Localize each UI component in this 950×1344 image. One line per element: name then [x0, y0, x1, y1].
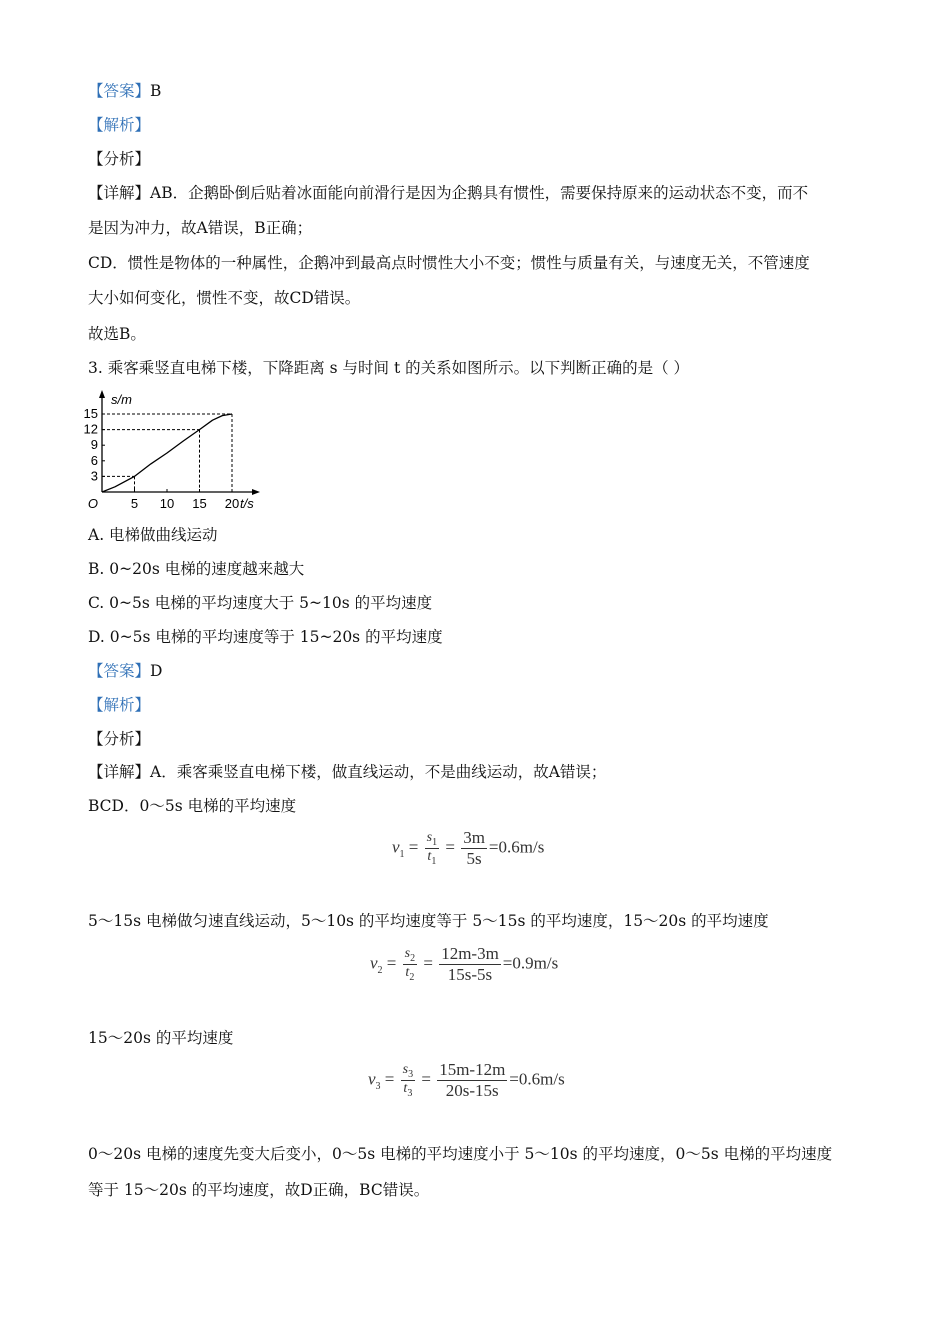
q3-mid-text: 5～15s 电梯做匀速直线运动，5～10s 的平均速度等于 5～15s 的平均速度，15～20s 的平均速度 [88, 912, 769, 930]
q2-conclusion: 故选B。 [88, 325, 146, 343]
series-line [102, 414, 232, 492]
detail-text: AB．企鹅卧倒后贴着冰面能向前滑行是因为企鹅具有惯性，需要保持原来的运动状态不变，而不 [150, 184, 809, 202]
x-axis-arrow [252, 489, 260, 495]
y-tick-label: 3 [90, 468, 98, 484]
answer-value: B [150, 82, 162, 100]
q3-bcd-intro: BCD．0～5s 电梯的平均速度 [88, 797, 297, 815]
q3-analysis-tag: 【解析】 [88, 696, 151, 714]
detail-tag: 【详解】 [88, 184, 151, 202]
y-tick-label: 12 [83, 421, 98, 437]
x-tick-label: 20 [224, 496, 240, 511]
q3-detail-a [88, 762, 606, 782]
q3-option-d: D. 0~5s 电梯的平均速度等于 15~20s 的平均速度 [88, 628, 443, 646]
y-tick-label: 9 [90, 437, 98, 453]
q2-fenxi-tag: 【分析】 [88, 150, 151, 168]
x-axis-label: t/s [240, 496, 254, 511]
q3-fenxi-tag: 【分析】 [88, 730, 151, 748]
q2-analysis-tag: 【解析】 [88, 116, 151, 134]
q3-text-1520: 15～20s 的平均速度 [88, 1029, 234, 1047]
q2-answer-line [88, 81, 161, 101]
fraction-values-3: $\frac{15m-12m}{20s-15s}$ [439, 1060, 506, 1100]
answer-value: D [150, 662, 163, 680]
formula-v3: $v_3$ = $\frac{s_3}{t_3}$ = $\frac{15m-12m}{20s-15s}$ =0.6m/s [368, 1060, 565, 1100]
q3-final-line1: 0～20s 电梯的速度先变大后变小，0～5s 电梯的平均速度小于 5～10s 的平均速度，0～5s 电梯的平均速度 [88, 1145, 833, 1163]
origin-label: O [87, 496, 98, 511]
fraction-values-1: $\frac{3m}{5s}$ [463, 828, 485, 868]
q3-option-b: B. 0~20s 电梯的速度越来越大 [88, 560, 305, 578]
y-tick-label: 15 [83, 406, 98, 421]
detail-text: A．乘客乘竖直电梯下楼，做直线运动，不是曲线运动，故A错误； [150, 763, 607, 781]
y-tick-label: 6 [90, 452, 98, 468]
x-tick-label: 10 [159, 496, 175, 511]
y-axis-arrow [99, 390, 105, 398]
q3-option-a: A. 电梯做曲线运动 [88, 526, 218, 544]
formula-v1: $v_1$ = $\frac{s_1}{t_1}$ = $\frac{3m}{5s}$ =0.6m/s [392, 828, 545, 868]
q2-detail-line4: 大小如何变化，惯性不变，故CD错误。 [88, 289, 361, 307]
answer-tag: 【答案】 [88, 82, 151, 100]
q2-detail-line3: CD．惯性是物体的一种属性，企鹅冲到最高点时惯性大小不变；惯性与质量有关，与速度无关，不管速度 [88, 254, 810, 272]
fraction-values-2: $\frac{12m-3m}{15s-5s}$ [441, 944, 499, 984]
x-tick-label: 15 [192, 496, 207, 511]
q3-final-line2: 等于 15～20s 的平均速度，故D正确，BC错误。 [88, 1181, 430, 1199]
fraction-s2-t2: $\frac{s_2}{t_2}$ [404, 946, 416, 983]
q2-detail-line1 [88, 183, 808, 203]
fraction-s3-t3: $\frac{s_3}{t_3}$ [402, 1062, 414, 1099]
s-t-chart [80, 382, 280, 522]
answer-tag: 【答案】 [88, 662, 151, 680]
q3-answer-line [88, 661, 162, 681]
q2-detail-line2: 是因为冲力，故A错误，B正确； [88, 219, 313, 237]
q3-option-c: C. 0~5s 电梯的平均速度大于 5~10s 的平均速度 [88, 594, 433, 612]
detail-tag: 【详解】 [88, 763, 151, 781]
x-tick-label: 5 [130, 496, 139, 511]
q3-stem: 3. 乘客乘竖直电梯下楼，下降距离 s 与时间 t 的关系如图所示。以下判断正确的是（ ） [88, 359, 690, 377]
fraction-s1-t1: $\frac{s_1}{t_1}$ [426, 830, 438, 867]
y-axis-label: s/m [111, 392, 132, 407]
formula-v2: $v_2$ = $\frac{s_2}{t_2}$ = $\frac{12m-3m}{15s-5s}$ =0.9m/s [370, 944, 559, 984]
